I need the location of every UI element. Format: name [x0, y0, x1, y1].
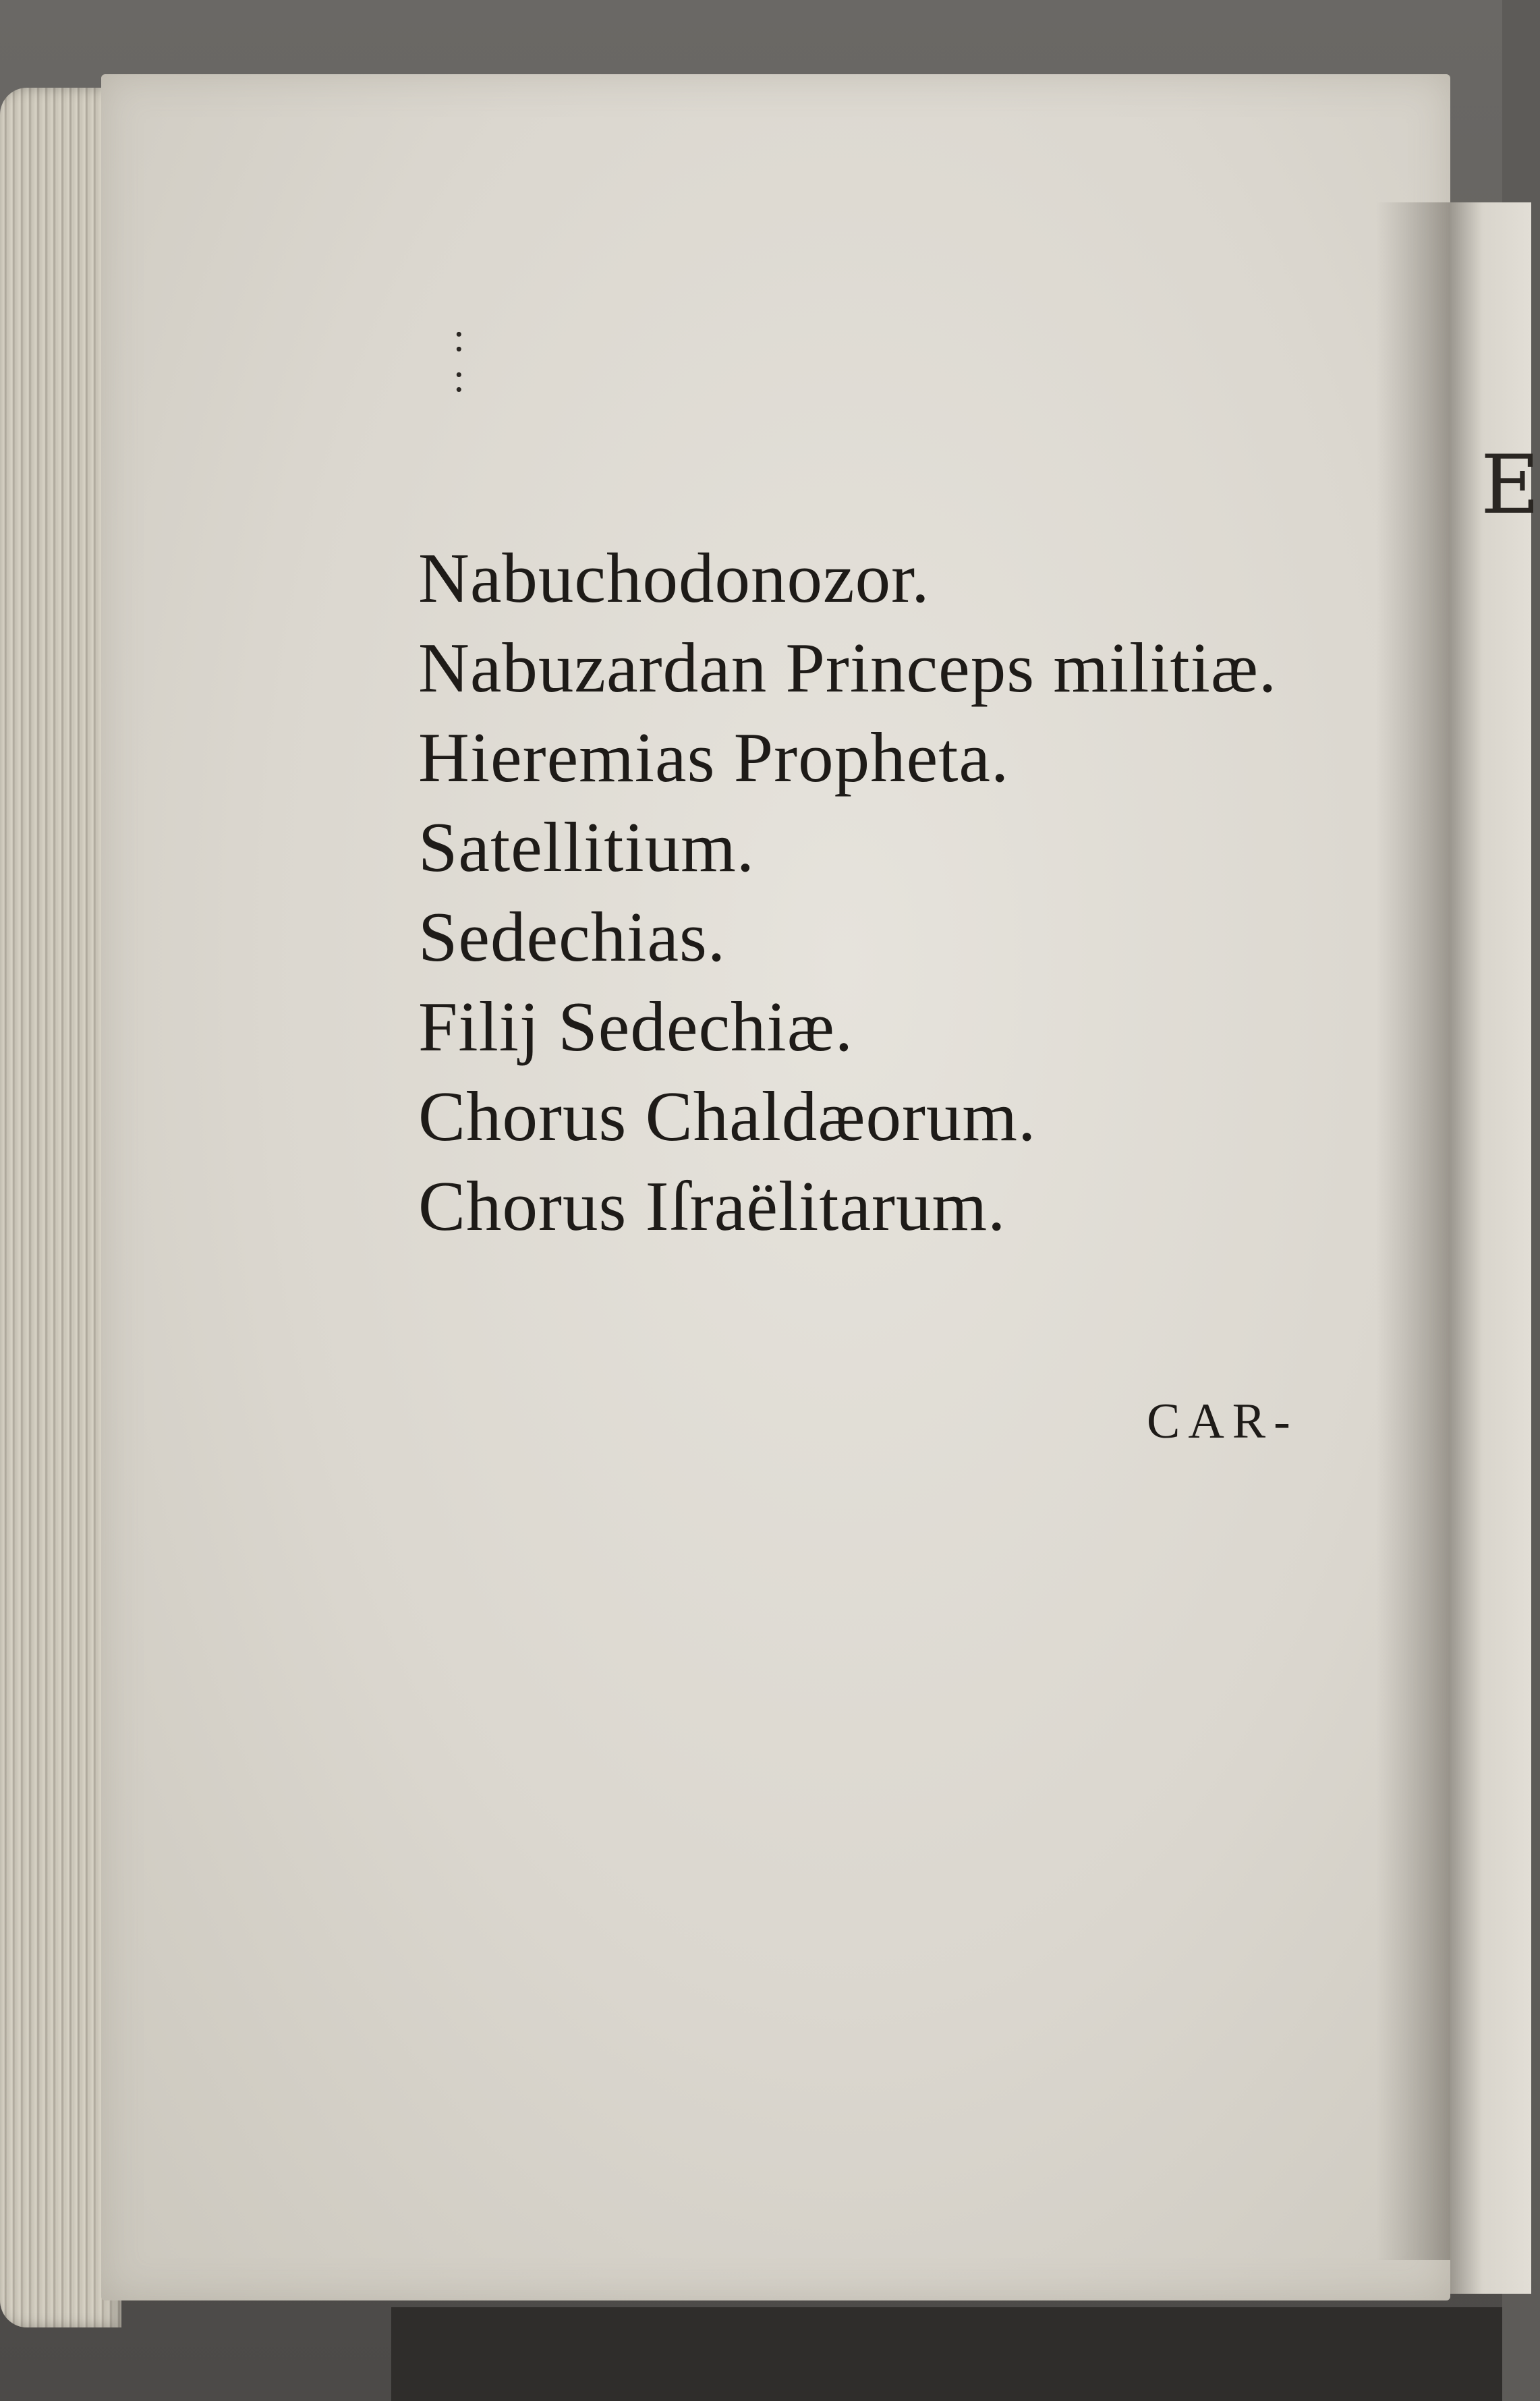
cast-entry: Sedechias. [418, 897, 726, 976]
cast-entry: Chorus Iſraëlitarum. [418, 1166, 1006, 1245]
ornament-dots: : : [453, 315, 465, 400]
facing-page-letter: E [1481, 439, 1540, 532]
catchword: CAR- [1147, 1394, 1299, 1449]
cast-entry: Nabuzardan Princeps militiæ. [418, 628, 1278, 707]
cast-entry: Nabuchodonozor. [418, 538, 930, 617]
dramatis-personae-list [418, 533, 1277, 1251]
cast-entry: Chorus Chaldæorum. [418, 1077, 1037, 1156]
background-shadow [391, 2307, 1502, 2401]
cast-entry: Filij Sedechiæ. [418, 987, 853, 1066]
gutter-shadow [1376, 202, 1450, 2260]
cast-entry: Hieremias Propheta. [418, 718, 1010, 797]
cast-entry: Satellitium. [418, 808, 755, 886]
